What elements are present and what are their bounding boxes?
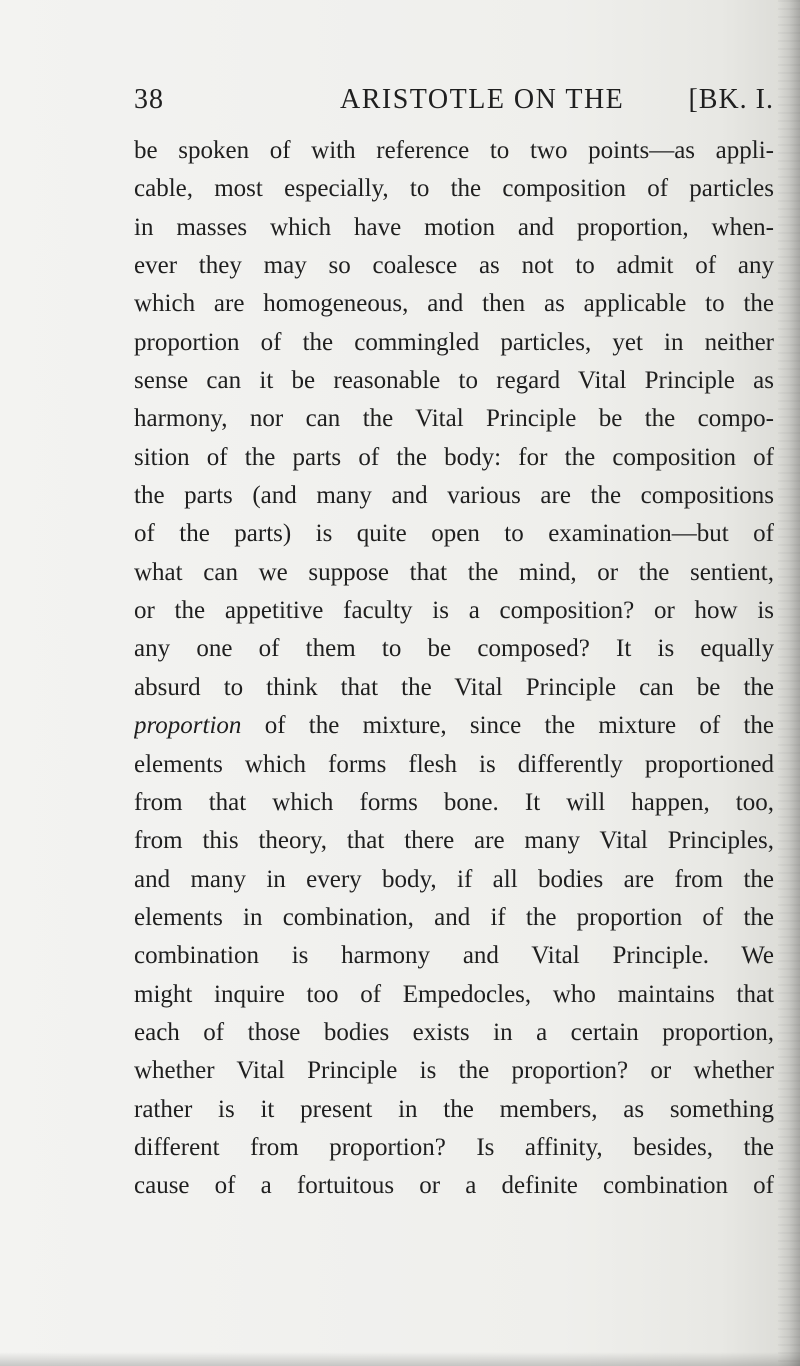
- text-line: sense can it be reasonable to regard Vital Principle as: [134, 367, 774, 395]
- text-line: what can we suppose that the mind, or the sentient,: [134, 558, 774, 586]
- text-line: any one of them to be composed? It is equally: [134, 635, 774, 663]
- text-line: or the appetitive faculty is a composition? or how is: [134, 597, 774, 625]
- text-line-rest: of the mixture, since the mixture of the: [241, 712, 774, 740]
- text-line: harmony, nor can the Vital Principle be the compo-: [134, 405, 774, 433]
- text-line: elements in combination, and if the proportion of the: [134, 903, 774, 931]
- page-header: [134, 84, 774, 124]
- text-line: different from proportion? Is affinity, besides, the: [134, 1133, 774, 1161]
- text-line: each of those bodies exists in a certain proportion,: [134, 1018, 774, 1046]
- text-line-with-italic: [134, 707, 774, 745]
- page-number: 38: [134, 84, 164, 115]
- text-line: and many in every body, if all bodies are from the: [134, 865, 774, 893]
- text-line: proportion of the commingled particles, yet in neither: [134, 328, 774, 356]
- text-line: whether Vital Principle is the proportion? or whether: [134, 1057, 774, 1085]
- text-line: combination is harmony and Vital Principle. We: [134, 942, 774, 970]
- italic-word: proportion: [134, 712, 242, 740]
- text-line: cause of a fortuitous or a definite combination of: [134, 1172, 774, 1200]
- text-line: from that which forms bone. It will happen, too,: [134, 788, 774, 816]
- text-line: rather is it present in the members, as something: [134, 1095, 774, 1123]
- text-line: in masses which have motion and proportion, when-: [134, 213, 774, 241]
- text-line: might inquire too of Empedocles, who maintains that: [134, 980, 774, 1008]
- text-line: be spoken of with reference to two points—as appli-: [134, 137, 774, 164]
- body-text: [134, 132, 774, 1206]
- text-line: ever they may so coalesce as not to admit of any: [134, 252, 774, 280]
- text-line: absurd to think that the Vital Principle can be the: [134, 673, 774, 701]
- text-line: of the parts) is quite open to examination—but of: [134, 520, 774, 548]
- text-line: elements which forms flesh is differently proportioned: [134, 750, 774, 778]
- page-bottom-shadow: [0, 1352, 800, 1366]
- text-line: which are homogeneous, and then as applicable to the: [134, 290, 774, 318]
- text-line: cable, most especially, to the composition of particles: [134, 175, 774, 203]
- text-line: from this theory, that there are many Vital Principles,: [134, 827, 774, 855]
- book-section-mark: [BK. I.: [688, 84, 774, 115]
- page-edge: [778, 0, 800, 1366]
- running-title: ARISTOTLE ON THE: [340, 84, 625, 115]
- text-line: the parts (and many and various are the compositions: [134, 482, 774, 510]
- text-line: sition of the parts of the body: for the composition of: [134, 443, 774, 471]
